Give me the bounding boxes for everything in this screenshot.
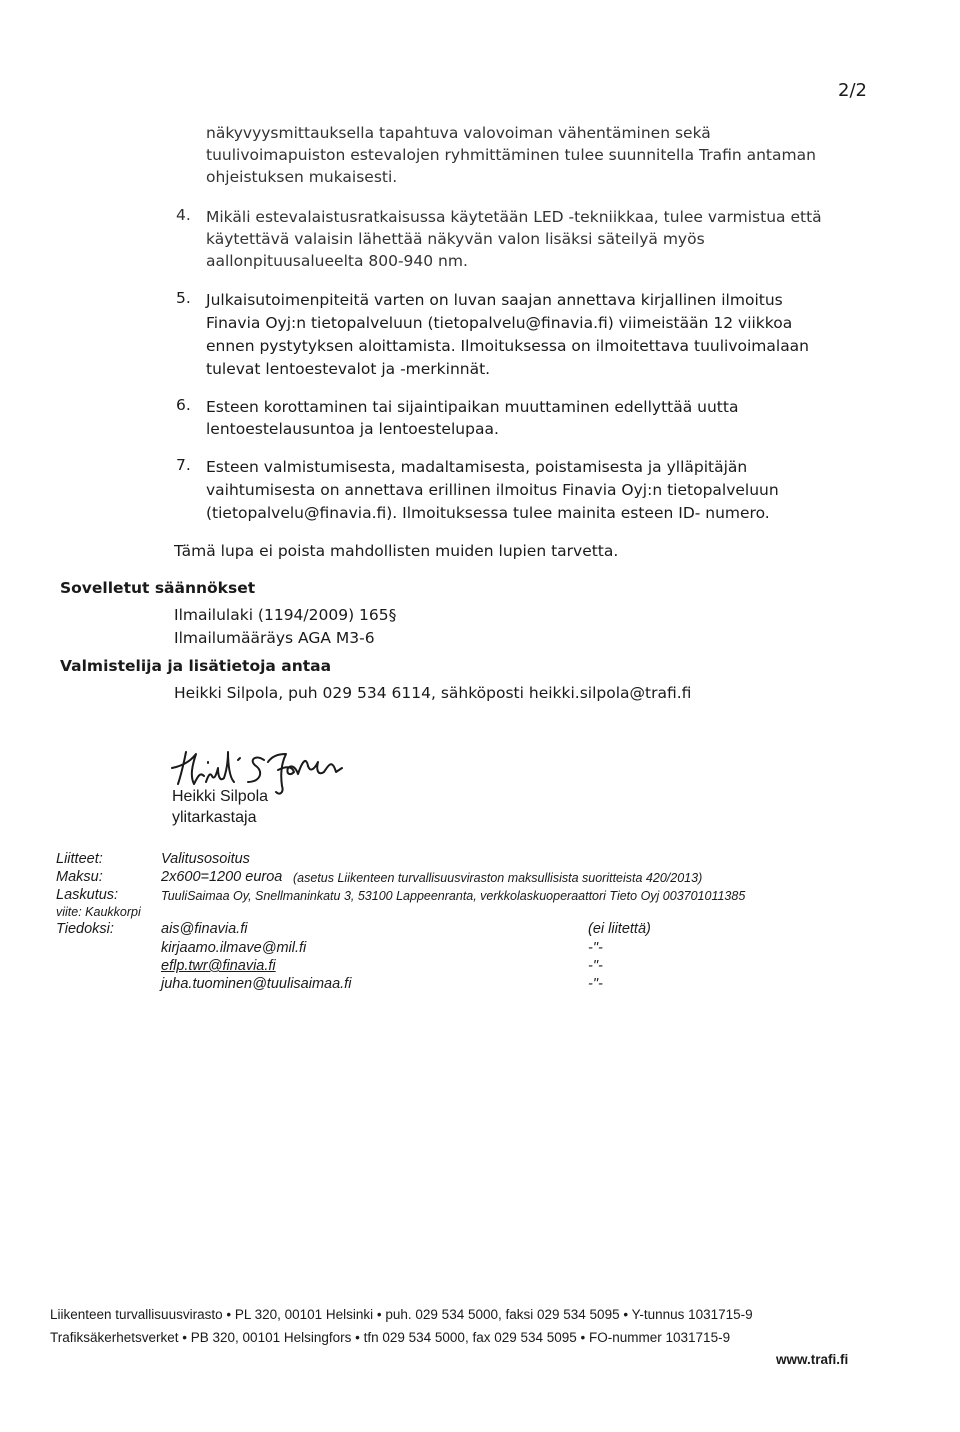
- item-line: Esteen valmistumisesta, madaltamisesta, poistamisesta ja ylläpitäjän: [206, 458, 748, 476]
- cc-email[interactable]: eflp.twr@finavia.fi: [161, 958, 276, 974]
- signer-name: Heikki Silpola: [172, 788, 269, 805]
- item-line: Mikäli estevalaistusratkaisussa käytetään LED -tekniikkaa, tulee varmistua että: [206, 208, 822, 226]
- item-line: (tietopalvelu@finavia.fi). Ilmoituksessa tulee mainita esteen ID- numero.: [206, 504, 770, 522]
- cc-email[interactable]: juha.tuominen@tuulisaimaa.fi: [161, 976, 352, 992]
- regulation-line: Ilmailulaki (1194/2009) 165§: [174, 606, 397, 624]
- signer-title: ylitarkastaja: [172, 809, 257, 826]
- regulations-heading: Sovelletut säännökset: [60, 579, 256, 597]
- item-line: lentoestelausuntoa ja lentoestelupaa.: [206, 420, 499, 438]
- footer-line-fi: Liikenteen turvallisuusvirasto • PL 320, 00101 Helsinki • puh. 029 534 5000, faksi 029 534 5095 • Y-tunnus 1031715-9: [50, 1307, 753, 1322]
- fee-amount: 2x600=1200 euroa: [161, 869, 283, 885]
- fee-label: Maksu:: [56, 869, 103, 885]
- item-line: tulevat lentoestevalot ja -merkinnät.: [206, 360, 491, 378]
- cc-label: Tiedoksi:: [56, 921, 114, 937]
- contact-text: Heikki Silpola, puh 029 534 6114, sähköposti heikki.silpola@trafi.fi: [174, 684, 692, 702]
- continuation-line: ohjeistuksen mukaisesti.: [206, 168, 398, 186]
- item-line: aallonpituusalueelta 800-940 nm.: [206, 252, 468, 270]
- page-number: 2/2: [838, 80, 867, 101]
- cc-note: -"-: [588, 958, 603, 974]
- cc-note: -"-: [588, 940, 603, 956]
- item-line: käytettävä valaisin lähettää näkyvän valon lisäksi säteilyä myös: [206, 230, 705, 248]
- item-number: 5.: [176, 289, 191, 307]
- continuation-line: näkyvyysmittauksella tapahtuva valovoiman vähentäminen sekä: [206, 124, 711, 142]
- continuation-line: tuulivoimapuiston estevalojen ryhmittäminen tulee suunnitella Trafin antaman: [206, 146, 816, 164]
- item-line: Julkaisutoimenpiteitä varten on luvan saajan annettava kirjallinen ilmoitus: [206, 291, 783, 309]
- item-number: 7.: [176, 456, 191, 474]
- contact-heading: Valmistelija ja lisätietoja antaa: [60, 657, 332, 675]
- cc-note: -"-: [588, 976, 603, 992]
- reference: viite: Kaukkorpi: [56, 905, 141, 919]
- fee-detail: (asetus Liikenteen turvallisuusviraston maksullisista suoritteista 420/2013): [293, 871, 703, 885]
- regulation-line: Ilmailumääräys AGA M3-6: [174, 629, 375, 647]
- attachments-label: Liitteet:: [56, 851, 103, 867]
- cc-email[interactable]: kirjaamo.ilmave@mil.fi: [161, 940, 307, 956]
- billing-label: Laskutus:: [56, 887, 119, 903]
- item-line: Esteen korottaminen tai sijaintipaikan muuttaminen edellyttää uutta: [206, 398, 739, 416]
- item-line: ennen pystytyksen aloittamista. Ilmoituksessa on ilmoitettava tuulivoimalaan: [206, 337, 810, 355]
- footer-website-link[interactable]: www.trafi.fi: [776, 1352, 849, 1367]
- billing-value: TuuliSaimaa Oy, Snellmaninkatu 3, 53100 Lappeenranta, verkkolaskuoperaattori Tieto Oyj 003701011385: [161, 889, 746, 903]
- item-line: vaihtumisesta on annettava erillinen ilmoitus Finavia Oyj:n tietopalveluun: [206, 481, 779, 499]
- item-number: 4.: [176, 206, 191, 224]
- cc-note: (ei liitettä): [588, 921, 651, 937]
- item-number: 6.: [176, 396, 191, 414]
- item-line: Finavia Oyj:n tietopalveluun (tietopalvelu@finavia.fi) viimeistään 12 viikkoa: [206, 314, 793, 332]
- attachments-value: Valitusosoitus: [161, 851, 250, 867]
- permit-note: Tämä lupa ei poista mahdollisten muiden lupien tarvetta.: [174, 542, 619, 560]
- cc-email[interactable]: ais@finavia.fi: [161, 921, 248, 937]
- footer-line-sv: Trafiksäkerhetsverket • PB 320, 00101 Helsingfors • tfn 029 534 5000, fax 029 534 5095 • FO-nummer 1031715-9: [50, 1330, 731, 1345]
